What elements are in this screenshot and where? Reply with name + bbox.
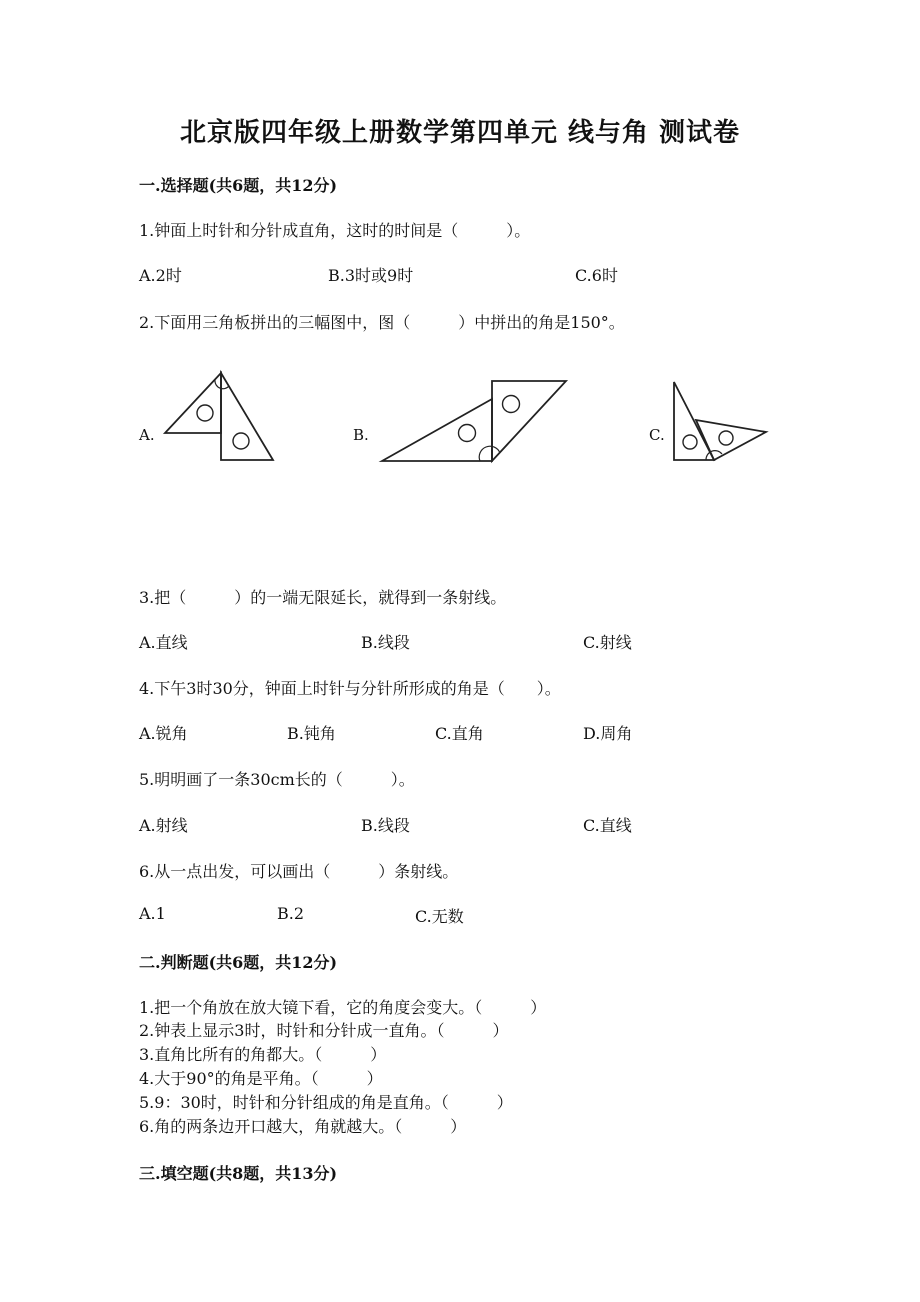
choice-question-4: 4.下午3时30分，钟面上时针与分针所形成的角是（ ）。 xyxy=(139,679,561,698)
choice-4-option-b[interactable]: B.钝角 xyxy=(287,724,336,743)
choice-question-2: 2.下面用三角板拼出的三幅图中，图（ ）中拼出的角是150°。 xyxy=(139,313,625,332)
choice-1-option-b[interactable]: B.3时或9时 xyxy=(328,266,414,285)
choice-6-option-c[interactable]: C.无数 xyxy=(415,907,464,926)
choice-5-option-a[interactable]: A.射线 xyxy=(139,816,188,835)
choice-5-option-c[interactable]: C.直线 xyxy=(583,816,632,835)
section-heading-fill: 三.填空题(共8题，共13分) xyxy=(139,1164,338,1183)
choice-6-option-a[interactable]: A.1 xyxy=(139,904,166,923)
choice-4-option-d[interactable]: D.周角 xyxy=(583,724,633,743)
choice-4-option-a[interactable]: A.锐角 xyxy=(139,724,188,743)
choice-5-option-b[interactable]: B.线段 xyxy=(361,816,410,835)
choice-1-option-c[interactable]: C.6时 xyxy=(575,266,618,285)
page-title: 北京版四年级上册数学第四单元 线与角 测试卷 xyxy=(179,118,741,148)
judge-question-3: 3.直角比所有的角都大。（ ） xyxy=(139,1045,387,1064)
choice-2-option-a[interactable]: A. xyxy=(139,426,155,444)
choice-3-option-b[interactable]: B.线段 xyxy=(361,633,410,652)
choice-2-option-c[interactable]: C. xyxy=(649,426,665,444)
section-heading-choice: 一.选择题(共6题，共12分) xyxy=(139,176,338,195)
section-heading-judge: 二.判断题(共6题，共12分) xyxy=(139,953,338,972)
judge-question-1: 1.把一个角放在放大镜下看，它的角度会变大。（ ） xyxy=(139,998,547,1017)
choice-3-option-a[interactable]: A.直线 xyxy=(139,633,188,652)
judge-question-5: 5.9：30时，时针和分针组成的角是直角。（ ） xyxy=(139,1093,513,1112)
choice-6-option-b[interactable]: B.2 xyxy=(277,904,305,923)
judge-question-2: 2.钟表上显示3时，时针和分针成一直角。（ ） xyxy=(139,1021,509,1040)
triangle-figure-a xyxy=(155,368,280,468)
judge-question-4: 4.大于90°的角是平角。（ ） xyxy=(139,1069,383,1088)
choice-question-1: 1.钟面上时针和分针成直角，这时的时间是（ ）。 xyxy=(139,221,531,240)
choice-4-option-c[interactable]: C.直角 xyxy=(435,724,484,743)
choice-1-option-a[interactable]: A.2时 xyxy=(139,266,182,285)
triangle-figure-c xyxy=(666,376,771,466)
choice-question-6: 6.从一点出发，可以画出（ ）条射线。 xyxy=(139,862,459,881)
choice-question-3: 3.把（ ）的一端无限延长，就得到一条射线。 xyxy=(139,588,507,607)
choice-question-5: 5.明明画了一条30cm长的（ ）。 xyxy=(139,770,415,789)
choice-3-option-c[interactable]: C.射线 xyxy=(583,633,632,652)
choice-2-option-b[interactable]: B. xyxy=(353,426,369,444)
judge-question-6: 6.角的两条边开口越大，角就越大。（ ） xyxy=(139,1117,467,1136)
triangle-figure-b xyxy=(378,375,573,465)
